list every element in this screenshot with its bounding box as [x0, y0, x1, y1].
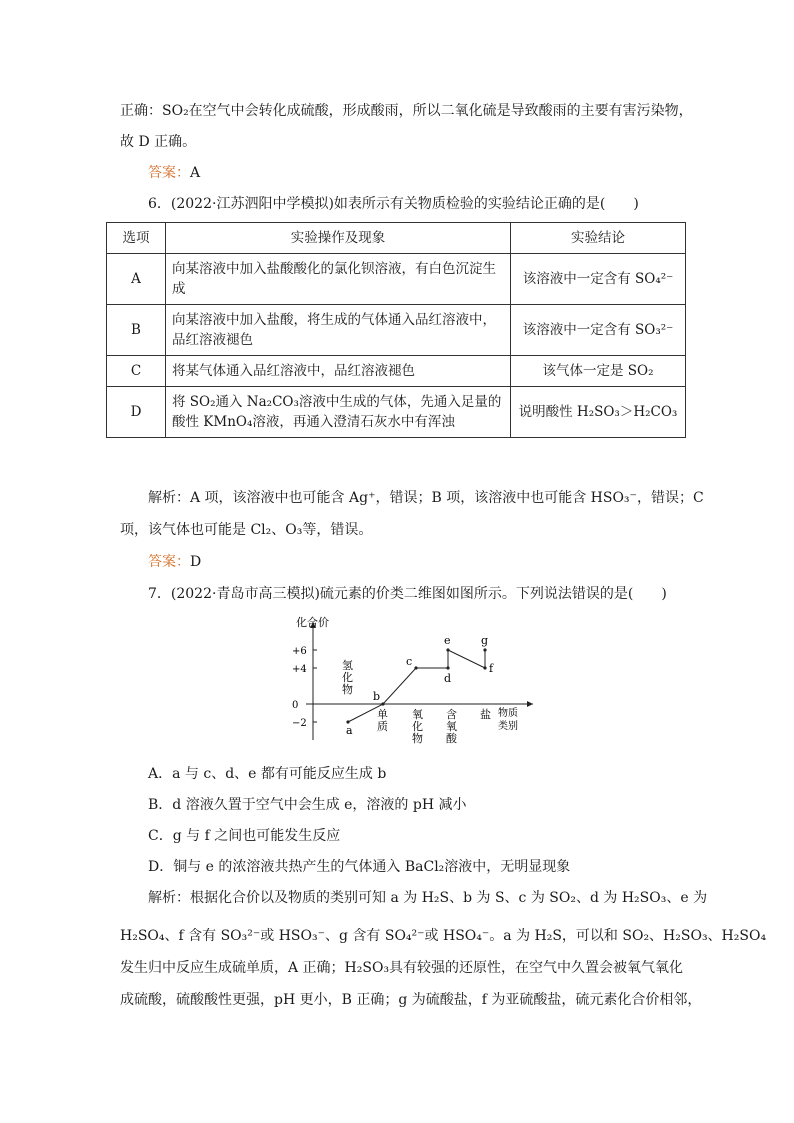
row-c-option: C [107, 356, 166, 387]
point-label-a: a [346, 724, 353, 737]
table-row [107, 305, 686, 356]
q7-analysis-line-4: 成硫酸，硫酸酸性更强，pH 更小，B 正确；g 为硫酸盐，f 为亚硫酸盐，硫元素化合价相邻， [120, 992, 702, 1008]
category-label: 盐 [480, 708, 491, 721]
row-b-operation: 向某溶液中加入盐酸，将生成的气体通入品红溶液中，品红溶液褪色 [166, 305, 511, 356]
data-point-c [414, 666, 417, 669]
chart-link [448, 650, 485, 668]
table-row [107, 356, 686, 387]
point-label-e: e [444, 634, 451, 647]
y-tick-label: 0 [292, 700, 299, 711]
y-tick-label: −2 [292, 718, 307, 729]
q7-option-c: C．g 与 f 之间也可能发生反应 [148, 828, 341, 844]
data-point-e [446, 648, 449, 651]
q6-answer [148, 552, 201, 572]
category-label: 化 [412, 720, 423, 733]
q5-answer [148, 163, 200, 183]
category-label: 氧 [446, 720, 457, 733]
q7-option-b: B．d 溶液久置于空气中会生成 e，溶液的 pH 减小 [148, 797, 467, 813]
q6-stem: 6．(2022·江苏泗阳中学模拟)如表所示有关物质检验的实验结论正确的是( ) [148, 196, 639, 212]
q6-table [106, 222, 686, 438]
row-b-option: B [107, 305, 166, 356]
point-label-b: b [373, 690, 381, 703]
category-label: 酸 [446, 732, 457, 745]
point-label-c: c [406, 655, 413, 668]
q7-option-d: D．铜与 e 的浓溶液共热产生的气体通入 BaCl₂溶液中，无明显现象 [148, 859, 571, 875]
point-label-g: g [481, 634, 489, 647]
valence-class-chart [290, 612, 540, 752]
q5-answer-value: A [190, 165, 201, 181]
q7-stem: 7．(2022·青岛市高三模拟)硫元素的价类二维图如图所示。下列说法错误的是( ) [148, 586, 667, 602]
q6-analysis-line-2: 项，该气体也可能是 Cl₂、O₃等，错误。 [120, 522, 373, 538]
answer-label: 答案： [148, 165, 190, 181]
text-line-2: 故 D 正确。 [120, 134, 197, 150]
table-row [107, 387, 686, 438]
category-label: 质 [377, 720, 388, 733]
data-point-b [381, 702, 384, 705]
data-point-g [483, 648, 486, 651]
q6-answer-value: D [190, 554, 202, 570]
y-tick-label: +6 [292, 646, 307, 657]
row-a-option: A [107, 254, 166, 305]
x-categories [342, 658, 491, 745]
row-b-conclusion: 该溶液中一定含有 SO₃²⁻ [511, 305, 686, 356]
answer-label: 答案： [148, 554, 190, 570]
q7-analysis-line-2: H₂SO₄、f 含有 SO₃²⁻或 HSO₃⁻、g 含有 SO₄²⁻或 HSO₄⁻。a 为 H₂S，可以和 SO₂、H₂SO₃、H₂SO₄ [120, 928, 767, 944]
q7-analysis-line-1: 解析：根据化合价以及物质的类别可知 a 为 H₂S、b 为 S、c 为 SO₂、d 为 H₂SO₃、e 为 [148, 890, 708, 906]
header-conclusion: 实验结论 [511, 223, 686, 254]
header-option: 选项 [107, 223, 166, 254]
header-operation: 实验操作及现象 [166, 223, 511, 254]
data-point-f [483, 666, 486, 669]
category-label: 物 [412, 732, 423, 745]
q6-analysis-line-1: 解析：A 项，该溶液中也可能含 Ag⁺，错误；B 项，该溶液中也可能含 HSO₃⁻，错误；C [148, 490, 704, 506]
y-axis-label: 化合价 [296, 616, 329, 629]
table-row [107, 254, 686, 305]
row-a-operation: 向某溶液中加入盐酸酸化的氯化钡溶液，有白色沉淀生成 [166, 254, 511, 305]
chart-link [383, 668, 416, 704]
point-label-d: d [444, 672, 452, 685]
point-label-f: f [489, 662, 494, 675]
data-point-d [446, 666, 449, 669]
x-axis-label-1: 物质 [498, 708, 518, 719]
row-c-operation: 将某气体通入品红溶液中，品红溶液褪色 [166, 356, 511, 387]
category-label: 含 [446, 708, 457, 721]
category-label: 氢 [342, 659, 353, 672]
row-c-conclusion: 该气体一定是 SO₂ [511, 356, 686, 387]
category-label: 单 [377, 708, 388, 721]
category-label: 氧 [412, 708, 423, 721]
text-line-1: 正确：SO₂在空气中会转化成硫酸，形成酸雨，所以二氧化硫是导致酸雨的主要有害污染物， [120, 103, 693, 119]
category-label: 物 [342, 683, 353, 696]
q7-option-a: A．a 与 c、d、e 都有可能反应生成 b [148, 766, 387, 782]
row-d-operation: 将 SO₂通入 Na₂CO₃溶液中生成的气体，先通入足量的酸性 KMnO₄溶液，再通入澄清石灰水中有浑浊 [166, 387, 511, 438]
row-d-conclusion: 说明酸性 H₂SO₃＞H₂CO₃ [511, 387, 686, 438]
category-label: 化 [342, 671, 353, 684]
row-a-conclusion: 该溶液中一定含有 SO₄²⁻ [511, 254, 686, 305]
y-tick-label: +4 [292, 664, 307, 675]
row-d-option: D [107, 387, 166, 438]
q7-analysis-line-3: 发生归中反应生成硫单质，A 正确；H₂SO₃具有较强的还原性，在空气中久置会被氧气氧化 [120, 960, 684, 976]
table-header-row [107, 223, 686, 254]
x-axis-label-2: 类别 [498, 721, 518, 732]
